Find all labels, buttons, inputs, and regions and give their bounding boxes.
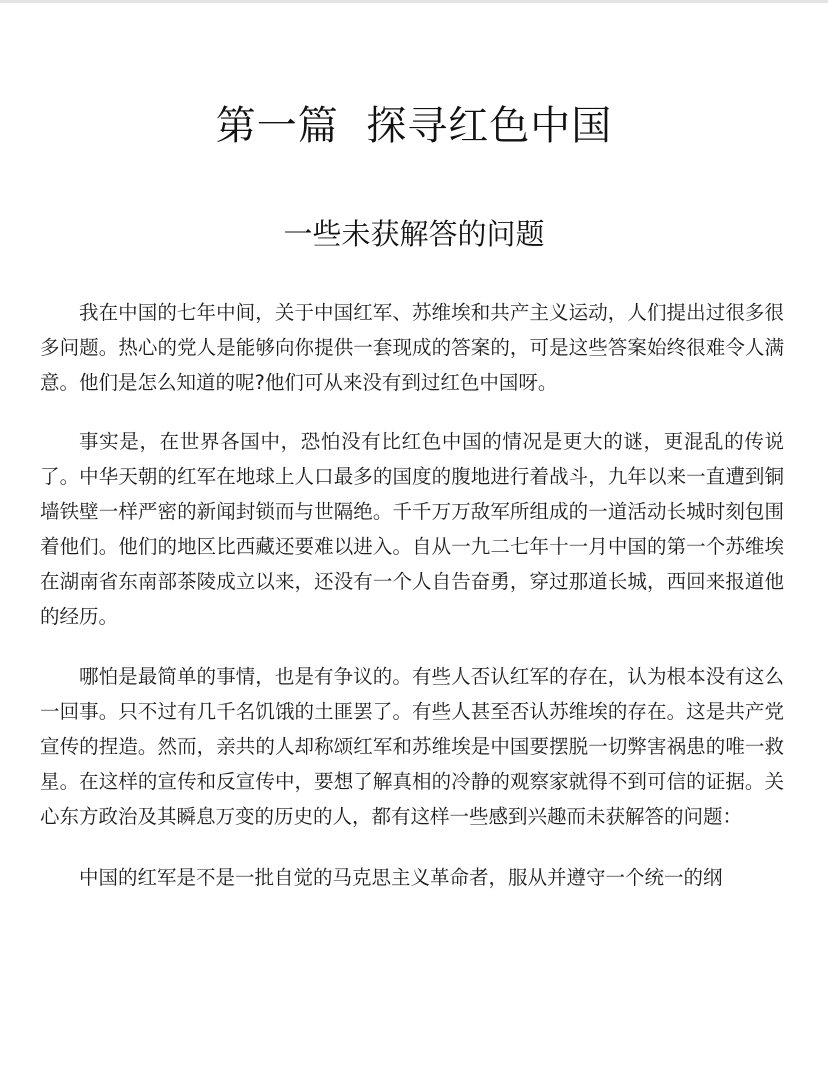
paragraph-4: 中国的红军是不是一批自觉的马克思主义革命者，服从并遵守一个统一的纲 <box>79 866 723 889</box>
section-title: 一些未获解答的问题 <box>283 217 545 251</box>
body-text <box>40 295 784 921</box>
page-top-edge <box>0 0 828 3</box>
paragraph-3: 哪怕是最简单的事情，也是有争议的。有些人否认红军的存在，认为根本没有这么一回事。只不过有几千名饥饿的土匪罢了。有些人甚至否认苏维埃的存在。这是共产党宣传的捏造。然而，亲共的人却称颂红军和苏维埃是中国要摆脱一切弊害祸患的唯一救星。在这样的宣传和反宣传中，要想了解真相的冷静的观察家就得不到可信的证据。关心东方政治及其瞬息万变的历史的人，都有这样一些感到兴趣而未获解答的问题： <box>40 665 784 828</box>
paragraph-1: 我在中国的七年中间，关于中国红军、苏维埃和共产主义运动，人们提出过很多很多问题。热心的党人是能够向你提供一套现成的答案的，可是这些答案始终很难令人满意。他们是怎么知道的呢?他们可从来没有到过红色中国呀。 <box>40 301 784 394</box>
chapter-title: 第一篇 探寻红色中国 <box>215 103 613 149</box>
paragraph-2: 事实是，在世界各国中，恐怕没有比红色中国的情况是更大的谜，更混乱的传说了。中华天朝的红军在地球上人口最多的国度的腹地进行着战斗，九年以来一直遭到铜墙铁壁一样严密的新闻封锁而与世隔绝。千千万万敌军所组成的一道活动长城时刻包围着他们。他们的地区比西藏还要难以进入。自从一九二七年十一月中国的第一个苏维埃在湖南省东南部茶陵成立以来，还没有一个人自告奋勇，穿过那道长城，西回来报道他的经历。 <box>40 430 784 628</box>
